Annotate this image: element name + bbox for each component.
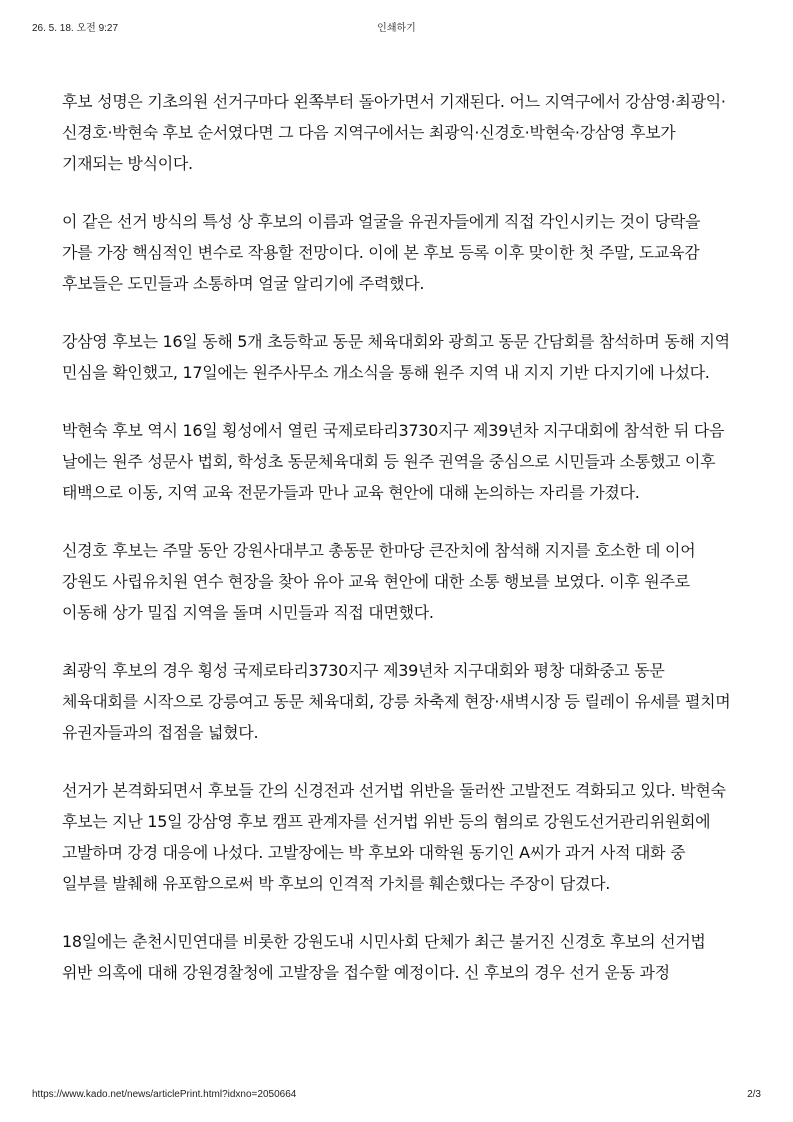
print-footer: [0, 1089, 793, 1105]
print-title: 인쇄하기: [377, 23, 416, 34]
article-paragraph: 강삼영 후보는 16일 동해 5개 초등학교 동문 체육대회와 광희고 동문 간담회를 참석하며 동해 지역 민심을 확인했고, 17일에는 원주사무소 개소식을 통해 원주 지역 내 지지 기반 다지기에 나섰다.: [62, 332, 730, 382]
print-datetime: 26. 5. 18. 오전 9:27: [32, 23, 119, 34]
article-paragraph: 신경호 후보는 주말 동안 강원사대부고 총동문 한마당 큰잔치에 참석해 지지를 호소한 데 이어 강원도 사립유치원 연수 현장을 찾아 유아 교육 현안에 대한 소통 행보를 보였다. 이후 원주로 이동해 상가 밀집 지역을 돌며 시민들과 직접 대면했다.: [62, 541, 696, 622]
article-paragraph: 이 같은 선거 방식의 특성 상 후보의 이름과 얼굴을 유권자들에게 직접 각인시키는 것이 당락을 가를 가장 핵심적인 변수로 작용할 전망이다. 이에 본 후보 등록 이후 맞이한 첫 주말, 도교육감 후보들은 도민들과 소통하며 얼굴 알리기에 주력했다.: [62, 212, 701, 293]
article-paragraph: 박현숙 후보 역시 16일 횡성에서 열린 국제로타리3730지구 제39년차 지구대회에 참석한 뒤 다음 날에는 원주 성문사 법회, 학성초 동문체육대회 등 원주 권역을 중심으로 시민들과 소통했고 이후 태백으로 이동, 지역 교육 전문가들과 만나 교육 현안에 대해 논의하는 자리를 가졌다.: [62, 421, 725, 502]
article-paragraph: 후보 성명은 기초의원 선거구마다 왼쪽부터 돌아가면서 기재된다. 어느 지역구에서 강삼영·최광익·신경호·박현숙 후보 순서였다면 그 다음 지역구에서는 최광익·신경호·박현숙·강삼영 후보가 기재되는 방식이다.: [62, 92, 726, 173]
page-number: 2/3: [747, 1089, 761, 1100]
print-header: [0, 19, 793, 35]
article-url: https://www.kado.net/news/articlePrint.html?idxno=2050664: [32, 1089, 297, 1100]
article-paragraph: 최광익 후보의 경우 횡성 국제로타리3730지구 제39년차 지구대회와 평창 대화중고 동문 체육대회를 시작으로 강릉여고 동문 체육대회, 강릉 차축제 현장·새벽시장 등 릴레이 유세를 펼치며 유권자들과의 접점을 넓혔다.: [62, 661, 731, 742]
article-body: [62, 86, 732, 1015]
article-paragraph: 18일에는 춘천시민연대를 비롯한 강원도내 시민사회 단체가 최근 불거진 신경호 후보의 선거법 위반 의혹에 대해 강원경찰청에 고발장을 접수할 예정이다. 신 후보의 경우 선거 운동 과정: [62, 932, 706, 982]
article-paragraph: 선거가 본격화되면서 후보들 간의 신경전과 선거법 위반을 둘러싼 고발전도 격화되고 있다. 박현숙 후보는 지난 15일 강삼영 후보 캠프 관계자를 선거법 위반 등의 혐의로 강원도선거관리위원회에 고발하며 강경 대응에 나섰다. 고발장에는 박 후보와 대학원 동기인 A씨가 과거 사적 대화 중 일부를 발췌해 유포함으로써 박 후보의 인격적 가치를 훼손했다는 주장이 담겼다.: [62, 781, 726, 893]
